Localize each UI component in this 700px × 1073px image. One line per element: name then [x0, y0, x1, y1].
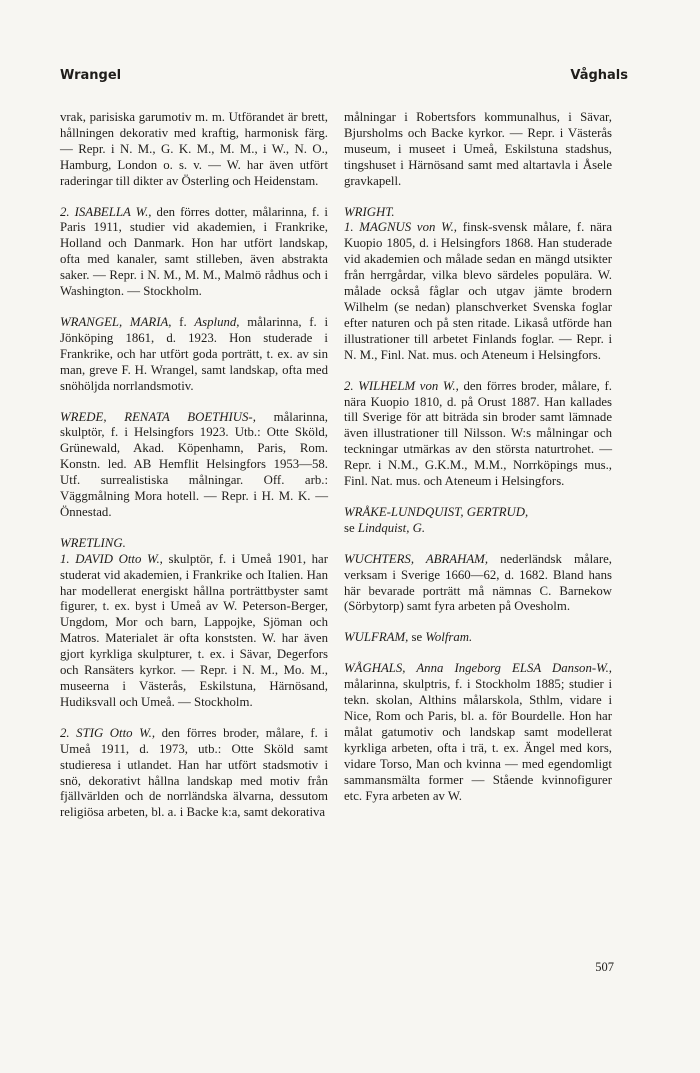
entry-heading: WUCHTERS, ABRAHAM, [344, 551, 489, 566]
left-column [60, 110, 328, 836]
sub-entry-stig-wretling: 2. STIG Otto W., den förres broder, målare, f. i Umeå 1911, d. 1973, utb.: Otte Sköld samt studieresa i utlandet. Han har utfört stadsmotiv i snö, dekorativt hållna landskap med motiv från fjällvärlden och de norrländska älvarna, dessutom religiösa arbeten, bl. a. i Backe k:a, samt dekorativa [60, 725, 328, 820]
entry-waghals: WÅGHALS, Anna Ingeborg ELSA Danson-W., målarinna, skulptris, f. i Stockholm 1885; studier i tekn. skolan, Althins målarskola, Sthlm, vidare i Nice, Rom och Paris, bl. a. för Bourdelle. Hon har målat gatumotiv och landskap samt modellerat kyrkliga arbeten, ofta i trä, t. ex. Ängel med kors, vidare Torso, Man och kvinna — med egendomligt sammansmälta former — Stående kvinnofigurer etc. Fyra arbeten av W. [344, 661, 612, 803]
sub-entry-magnus-wright: 1. MAGNUS von W., finsk-svensk målare, f. nära Kuopio 1805, d. i Helsingfors 1868. Han studerade vid akademien och målade sedan en mängd utsikter från herrgårdar, vilka blevo särdeles populära. W. målade också fåglar och utgav jämte brodern Wilhelm (se nedan) planschverket Svenska foglar efter naturen och på sten ritade. Likaså utförde han illustrationer till arbetet Finlands foglar. — Repr. i N. M., Finl. Nat. mus. och Ateneum i Helsingfors. [344, 220, 612, 362]
entry-heading: 2. ISABELLA W., [60, 204, 152, 219]
page-number: 507 [595, 960, 614, 974]
entry-isabella-wrangel: 2. ISABELLA W., den förres dotter, målarinna, f. i Paris 1911, studier vid akademien, i Frankrike, Holland och Danmark. Hon har utfört landskap, ofta med kanaler, samt stilleben, även abstrakta saker. — Repr. i N. M., M. M., Malmö rådhus och i Washington. — Stockholm. [60, 204, 328, 299]
entry-wretling [60, 536, 328, 821]
entry-maria-wrangel: WRANGEL, MARIA, f. Asplund, målarinna, f. i Jönköping 1861, d. 1923. Hon studerade i Frankrike, och har utfört goda porträtt, t. ex. av sin man, greve F. H. Wrangel, samt landskap, ofta med snöhöljda norrlandsmotiv. [60, 314, 328, 393]
running-head-left: Wrangel [60, 68, 122, 83]
entry-heading: WRANGEL, MARIA, [60, 314, 172, 329]
entry-stig-continuation: målningar i Robertsfors kommunalhus, i Sävar, Bjursholms och Backe kyrkor. — Repr. i Västerås museum, i museet i Umeå, Eskilstuna stadshus, tingshuset i Härnösand samt med altartavla i Åsele gravkapell. [344, 110, 612, 188]
running-head-right: Våghals [570, 68, 628, 83]
entry-wrangel-continuation: vrak, parisiska garumotiv m. m. Utförandet är brett, hållningen dekorativ med kraftig, harmonisk färg. — Repr. i N. M., G. K. M., M. M., i W., N. O., Hamburg, London o. s. v. — W. har även utfört raderingar till dikter av Österling och Heidenstam. [60, 110, 328, 188]
entry-wrede: WREDE, RENATA BOETHIUS-, målarinna, skulptör, f. i Helsingfors 1923. Utb.: Otte Sköld, Grünewald, Akad. Köpenhamn, Paris, Rom. Konstn. led. AB Hemflit Helsingfors 1953—58. Utf. surrealistiska målningar. Off. arb.: Väggmålning Mora hotell. — Repr. i H. M. K. — Önnestad. [60, 409, 329, 519]
right-column [344, 110, 612, 804]
entry-heading: WÅGHALS, Anna Ingeborg ELSA Danson-W., [344, 661, 612, 676]
entry-heading: WREDE, RENATA BOETHIUS-, [60, 409, 256, 424]
entry-wulfram: WULFRAM, se Wolfram. [344, 630, 473, 645]
sub-entry-david-wretling: 1. DAVID Otto W., skulptör, f. i Umeå 1901, har studerat vid akademien, i Frankrike och Italien. Han har modellerat energiskt hållna porträttbyster samt figurer, t. ex. byst i Umeå av W. Peterson-Berger, Ungdom, Mor och barn, Lappojke, Sjöman och Matros. Materialet är ofta konststen. W. har även gjort kyrkliga skulpturer, t. ex. i Sävar, Degerfors och Ransäters kyrkor. — Repr. i N. M., Mo. M., museerna i Västerås, Eskilstuna, Härnösand, Hudiksvall och Umeå. — Stockholm. [60, 551, 328, 709]
entry-heading: WRIGHT. [344, 204, 395, 219]
sub-entry-wilhelm-wright: 2. WILHELM von W., den förres broder, målare, f. nära Kuopio 1810, d. på Orust 1887. Han kallades till Sverige för att biträda sin broder samt lämnade även illustrationer till Nilsson. W:s målningar och teckningar utmärkas av den största naturtrohet. — Repr. i N.M., G.K.M., M.M., Norrköpings mus., Finl. Nat. mus. och Ateneum i Helsingfors. [344, 378, 612, 489]
entry-wuchters: WUCHTERS, ABRAHAM, nederländsk målare, verksam i Sverige 1660—62, d. 1682. Bland hans här bevarade porträtt må nämnas C. Barnekow (Sörbytorp) samt fyra arbeten på Ovesholm. [344, 551, 612, 614]
entry-heading: WRETLING. [60, 535, 126, 550]
entry-heading: WRÅKE-LUNDQUIST, GERTRUD, [344, 504, 529, 519]
entry-heading: WULFRAM, [344, 630, 409, 645]
cross-reference: se Lindquist, G. [344, 520, 426, 535]
entry-wright [344, 205, 612, 490]
entry-wrake-lundquist [344, 505, 612, 537]
